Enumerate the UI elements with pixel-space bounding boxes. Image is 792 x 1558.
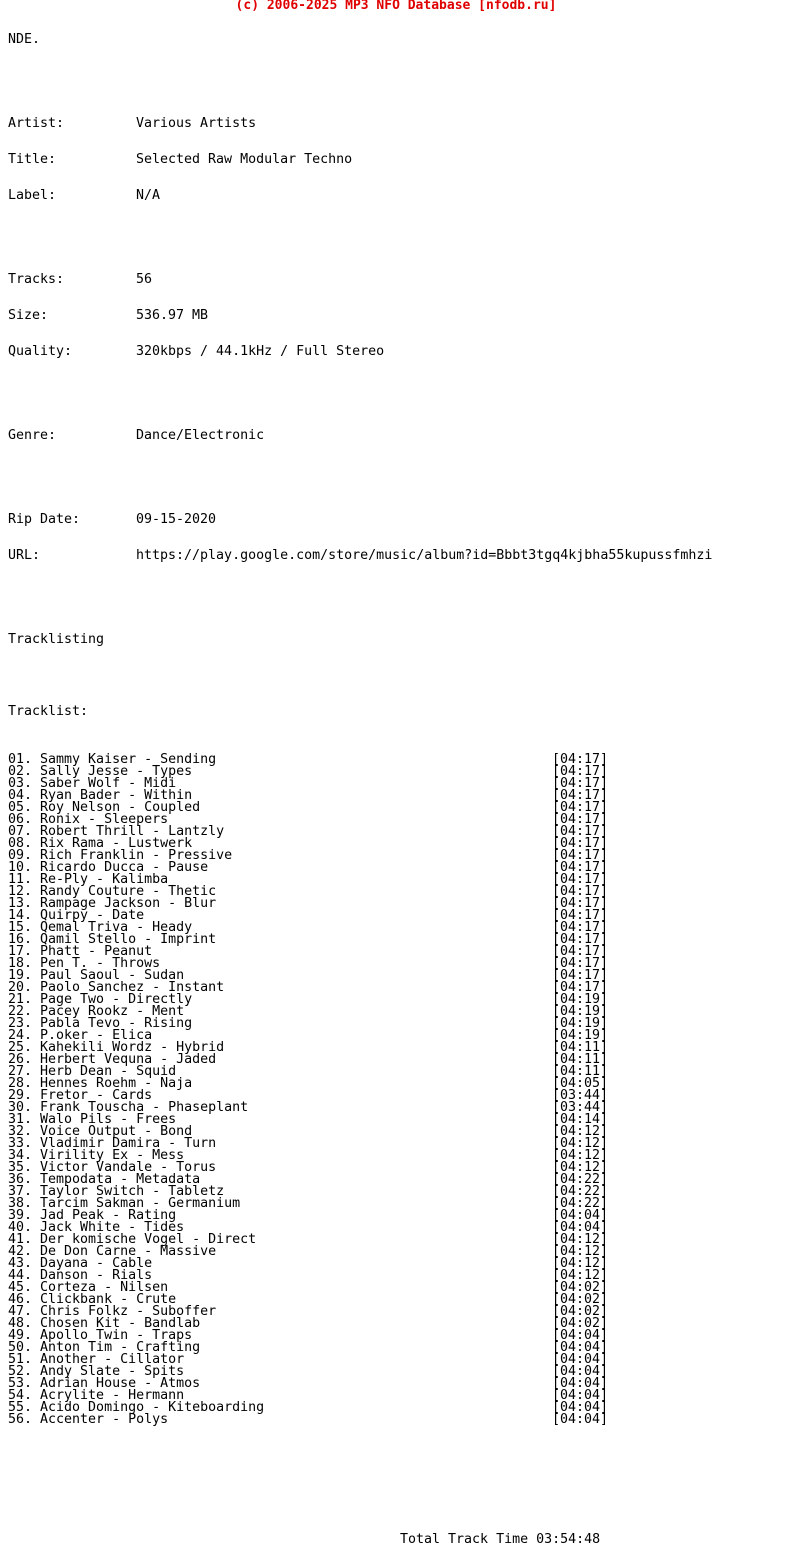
track-name: 17. Phatt - Peanut [8, 944, 153, 959]
track-time: [04:14] [552, 1112, 609, 1127]
track-list [8, 754, 712, 1426]
track-name: 45. Corteza - Nilsen [8, 1280, 169, 1295]
track-time: [04:02] [552, 1304, 609, 1319]
track-name: 03. Saber Wolf - Midi [8, 776, 177, 791]
track-time: [04:02] [552, 1316, 609, 1331]
track-name: 20. Paolo Sanchez - Instant [8, 980, 225, 995]
url-row [8, 550, 712, 562]
track-name: 25. Kahekili Wordz - Hybrid [8, 1040, 225, 1055]
track-name: 40. Jack White - Tides [8, 1220, 185, 1235]
track-time: [04:12] [552, 1124, 609, 1139]
track-name: 06. Ronix - Sleepers [8, 812, 169, 827]
track-name: 10. Ricardo Ducca - Pause [8, 860, 209, 875]
quality-label: Quality: [8, 344, 73, 359]
track-time: [04:17] [552, 848, 609, 863]
track-name: 33. Vladimir Damira - Turn [8, 1136, 217, 1151]
track-name: 08. Rix Rama - Lustwerk [8, 836, 193, 851]
track-time: [03:44] [552, 1100, 609, 1115]
track-time: [04:17] [552, 836, 609, 851]
total-track-time: Total Track Time 03:54:48 [400, 1532, 601, 1547]
track-name: 11. Re-Ply - Kalimba [8, 872, 169, 887]
genre-row [8, 430, 712, 442]
track-time: [04:17] [552, 752, 609, 767]
track-name: 46. Clickbank - Crute [8, 1292, 177, 1307]
track-time: [04:22] [552, 1196, 609, 1211]
track-time: [04:17] [552, 788, 609, 803]
genre-label: Genre: [8, 428, 57, 443]
label-label: Label: [8, 188, 57, 203]
track-time: [04:04] [552, 1364, 609, 1379]
track-time: [04:22] [552, 1172, 609, 1187]
track-name: 31. Walo Pils - Frees [8, 1112, 177, 1127]
track-time: [04:12] [552, 1256, 609, 1271]
genre-value: Dance/Electronic [136, 428, 265, 443]
label-row [8, 190, 712, 202]
track-name: 41. Der komische Vogel - Direct [8, 1232, 257, 1247]
track-time: [04:17] [552, 956, 609, 971]
track-name: 18. Pen T. - Throws [8, 956, 161, 971]
track-name: 28. Hennes Roehm - Naja [8, 1076, 193, 1091]
track-time: [04:12] [552, 1244, 609, 1259]
track-name: 07. Robert Thrill - Lantzly [8, 824, 225, 839]
track-row [8, 1414, 712, 1426]
size-row [8, 310, 712, 322]
track-name: 52. Andy Slate - Spits [8, 1364, 185, 1379]
track-time: [04:17] [552, 776, 609, 791]
track-name: 54. Acrylite - Hermann [8, 1388, 185, 1403]
track-name: 14. Quirpy - Date [8, 908, 145, 923]
size-label: Size: [8, 308, 49, 323]
track-time: [04:17] [552, 824, 609, 839]
track-time: [04:22] [552, 1184, 609, 1199]
track-time: [04:05] [552, 1076, 609, 1091]
top-label: NDE. [8, 32, 41, 47]
track-time: [04:17] [552, 932, 609, 947]
track-time: [04:17] [552, 944, 609, 959]
artist-row [8, 118, 712, 130]
track-name: 51. Another - Cillator [8, 1352, 185, 1367]
track-time: [04:19] [552, 1028, 609, 1043]
track-time: [04:17] [552, 800, 609, 815]
track-name: 01. Sammy Kaiser - Sending [8, 752, 217, 767]
rip-date-value: 09-15-2020 [136, 512, 217, 527]
track-name: 49. Apollo Twin - Traps [8, 1328, 193, 1343]
quality-row [8, 346, 712, 358]
track-name: 47. Chris Folkz - Suboffer [8, 1304, 217, 1319]
track-name: 32. Voice Output - Bond [8, 1124, 193, 1139]
track-time: [04:04] [552, 1388, 609, 1403]
track-time: [04:12] [552, 1232, 609, 1247]
track-time: [04:17] [552, 896, 609, 911]
track-name: 35. Victor Vandale - Torus [8, 1160, 217, 1175]
track-time: [04:17] [552, 860, 609, 875]
track-time: [04:12] [552, 1160, 609, 1175]
url-label: URL: [8, 548, 41, 563]
tracklisting-heading: Tracklisting [8, 632, 105, 647]
track-time: [04:19] [552, 1004, 609, 1019]
rip-date-label: Rip Date: [8, 512, 81, 527]
track-name: 21. Page Two - Directly [8, 992, 193, 1007]
track-name: 27. Herb Dean - Squid [8, 1064, 177, 1079]
track-name: 38. Tarcim Sakman - Germanium [8, 1196, 241, 1211]
track-name: 04. Ryan Bader - Within [8, 788, 193, 803]
track-name: 16. Qamil Stello - Imprint [8, 932, 217, 947]
track-time: [04:11] [552, 1064, 609, 1079]
track-name: 26. Herbert Vequna - Jaded [8, 1052, 217, 1067]
track-name: 15. Qemal Triva - Heady [8, 920, 193, 935]
title-label: Title: [8, 152, 57, 167]
nfo-text [8, 10, 712, 1558]
tracklist-heading: Tracklist: [8, 704, 89, 719]
track-time: [04:11] [552, 1040, 609, 1055]
track-time: [04:04] [552, 1376, 609, 1391]
track-name: 02. Sally Jesse - Types [8, 764, 193, 779]
title-value: Selected Raw Modular Techno [136, 152, 353, 167]
track-name: 09. Rich Franklin - Pressive [8, 848, 233, 863]
track-time: [04:12] [552, 1148, 609, 1163]
track-name: 05. Roy Nelson - Coupled [8, 800, 201, 815]
track-name: 39. Jad Peak - Rating [8, 1208, 177, 1223]
track-time: [04:04] [552, 1412, 609, 1427]
track-name: 44. Danson - Rials [8, 1268, 153, 1283]
title-row [8, 154, 712, 166]
track-time: [04:17] [552, 872, 609, 887]
track-name: 43. Dayana - Cable [8, 1256, 153, 1271]
track-time: [04:04] [552, 1220, 609, 1235]
track-name: 24. P.oker - Elica [8, 1028, 153, 1043]
track-name: 13. Rampage Jackson - Blur [8, 896, 217, 911]
track-time: [04:17] [552, 812, 609, 827]
track-time: [04:17] [552, 968, 609, 983]
track-time: [04:04] [552, 1328, 609, 1343]
track-time: [04:04] [552, 1340, 609, 1355]
track-name: 50. Anton Tim - Crafting [8, 1340, 201, 1355]
track-time: [04:19] [552, 992, 609, 1007]
site-header: (c) 2006-2025 MP3 NFO Database [nfodb.ru] [235, 0, 557, 13]
track-time: [04:17] [552, 980, 609, 995]
track-time: [04:17] [552, 908, 609, 923]
size-value: 536.97 MB [136, 308, 209, 323]
track-time: [04:17] [552, 884, 609, 899]
track-name: 55. Acido Domingo - Kiteboarding [8, 1400, 265, 1415]
track-name: 37. Taylor Switch - Tabletz [8, 1184, 225, 1199]
track-time: [04:12] [552, 1136, 609, 1151]
tracks-label: Tracks: [8, 272, 65, 287]
track-name: 12. Randy Couture - Thetic [8, 884, 217, 899]
track-name: 19. Paul Saoul - Sudan [8, 968, 185, 983]
track-name: 56. Accenter - Polys [8, 1412, 169, 1427]
track-time: [04:17] [552, 920, 609, 935]
artist-value: Various Artists [136, 116, 257, 131]
track-time: [04:19] [552, 1016, 609, 1031]
track-time: [04:04] [552, 1352, 609, 1367]
track-time: [04:17] [552, 764, 609, 779]
track-time: [04:02] [552, 1292, 609, 1307]
track-name: 34. Virility Ex - Mess [8, 1148, 185, 1163]
track-time: [04:04] [552, 1400, 609, 1415]
artist-label: Artist: [8, 116, 65, 131]
track-name: 29. Fretor - Cards [8, 1088, 153, 1103]
track-name: 22. Pacey Rookz - Ment [8, 1004, 185, 1019]
track-name: 30. Frank Touscha - Phaseplant [8, 1100, 249, 1115]
total-row [8, 1534, 712, 1546]
track-time: [03:44] [552, 1088, 609, 1103]
track-time: [04:11] [552, 1052, 609, 1067]
track-name: 23. Pabla Tevo - Rising [8, 1016, 193, 1031]
url-value: https://play.google.com/store/music/album?id=Bbbt3tgq4kjbha55kupussfmhzi [136, 548, 713, 563]
label-value: N/A [136, 188, 161, 203]
track-time: [04:12] [552, 1268, 609, 1283]
rip-date-row [8, 514, 712, 526]
tracks-row [8, 274, 712, 286]
quality-value: 320kbps / 44.1kHz / Full Stereo [136, 344, 385, 359]
track-name: 36. Tempodata - Metadata [8, 1172, 201, 1187]
tracks-value: 56 [136, 272, 153, 287]
track-time: [04:02] [552, 1280, 609, 1295]
track-name: 48. Chosen Kit - Bandlab [8, 1316, 201, 1331]
track-time: [04:04] [552, 1208, 609, 1223]
track-name: 42. De Don Carne - Massive [8, 1244, 217, 1259]
track-name: 53. Adrian House - Atmos [8, 1376, 201, 1391]
